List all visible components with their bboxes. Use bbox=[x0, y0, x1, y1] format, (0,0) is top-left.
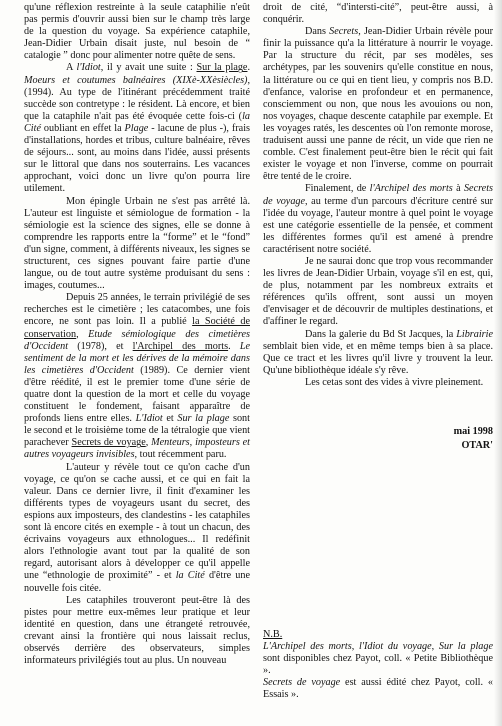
paragraph-text: Dans bbox=[305, 26, 330, 38]
paragraph-text: , il y avait une suite : bbox=[100, 62, 197, 74]
book-subtitle: Moeurs et coutumes balnéaires (XIXè-XXèsiècles) bbox=[24, 74, 248, 86]
paragraph-text: A bbox=[66, 62, 77, 74]
paragraph bbox=[263, 2, 493, 26]
paragraph-text: (1978), et bbox=[68, 340, 133, 352]
right-column bbox=[263, 2, 493, 453]
paragraph bbox=[263, 256, 493, 329]
book-title: Sur la plage bbox=[177, 413, 230, 425]
book-title: l'Archipel des morts bbox=[132, 340, 229, 352]
paragraph bbox=[263, 329, 493, 377]
book-title: l'Idiot bbox=[76, 62, 101, 74]
paragraph bbox=[24, 62, 250, 195]
publication-name: la Cité bbox=[175, 570, 205, 582]
paragraph-text: . bbox=[247, 62, 250, 74]
book-title: Secrets de voyage bbox=[263, 183, 493, 207]
paragraph-text: , Jean-Didier Urbain révèle pour finir la puissance qu'a la littérature à nourrir le voyage. Par la structure du récit, par ses modèles, ses archétypes, par les souvenirs qu'elle constitue en nous, la littérature ou ce qui en tient lieu, y compris nos B.D. d'enfance, valorise en profondeur et en permanence, consciemment ou non, que nous les avouions ou non, nos voyages, chaque descente cataphile par exemple. Et les voyages ratés, les descentes où l'on remonte morose, traduisent aussi une panne de récit, un vide que rien ne comble. C'est finalement peut-être bien le récit qui fait exister le voyage et non l'inverse, comme on pourrait être tenté de le croire. bbox=[263, 26, 493, 183]
scan-edge-shadow bbox=[494, 0, 502, 726]
book-subtitle: Etude sémiologique des cimetières d'Occident bbox=[24, 328, 251, 352]
book-title: la Société de conservation bbox=[24, 316, 250, 340]
paragraph-text: , au terme d'un parcours d'écriture centré sur l'idée du voyage, l'auteur montre à quel point le voyage est une catégorie essentielle de la pensée, et comment les différentes formes qu'il est amené à prendre caractérisent notre société. bbox=[263, 195, 493, 255]
paragraph-text: Finalement, de bbox=[305, 183, 370, 195]
footnote-text: est aussi édité chez Payot, coll. « Essais ». bbox=[263, 677, 493, 701]
footnote-line bbox=[263, 677, 493, 701]
paragraph bbox=[24, 2, 250, 62]
book-subtitle: Menteurs, imposteurs et autres voyageurs invisibles bbox=[24, 437, 251, 461]
date: mai 1998 bbox=[453, 426, 493, 437]
paragraph-text: L'auteur y révèle tout ce qu'on cache d'un voyage, ce qu'on se cache aussi, et ce qui en fait la valeur. Dans ce dernier livre, il finit d'examiner les différents types de voyageurs usant du secret, des espions aux imposteurs, des clandestins - les cataphiles sont là encore cités en exemple - à tout un chacun, des écrivains voyageurs aux ethnologues... Il redéfinit alors l'ethnologie avant tout par la qualité de son regard, autorisant alors à développer ce qu'il appelle une “ethnologie de proximité” - et bbox=[24, 461, 250, 582]
left-column bbox=[24, 2, 250, 667]
paragraph-text: à bbox=[452, 183, 464, 195]
paragraph-text: - lacune de plus -), frais d'installations, hordes et tribus, culture balnéaire, rêves de séjours... sont, au moins dans l'idée, aussi présents sur le littoral que dans nos souterrains. Les vacances approchant, voici donc un livre qu'on pourra lire utilement. bbox=[24, 122, 250, 195]
publication-name: la Cité bbox=[24, 110, 250, 134]
footnote-block bbox=[263, 629, 493, 702]
book-title: L'Idiot bbox=[135, 413, 163, 425]
book-title: Secrets de voyage bbox=[71, 437, 146, 449]
paragraph-text: Les cataphiles trouveront peut-être là des pistes pour mettre eux-mêmes leur pratique et leur identité en question, dans une étrangeté retrouvée, crevant ainsi la frontière qui nous laissait reclus, observés derrière des observateurs, simples informateurs privilégiés tout au plus. Un nouveau bbox=[24, 594, 250, 667]
paragraph-text: , bbox=[145, 437, 152, 449]
book-title: Sur la plage bbox=[438, 641, 494, 653]
signature-block bbox=[263, 425, 493, 453]
paragraph-text: sont le second et le troisième tome de la tétralogie que vient parachever bbox=[24, 413, 250, 449]
paragraph-text: , tout récemment paru. bbox=[134, 449, 227, 461]
book-title: Secrets de voyage bbox=[263, 677, 341, 689]
paragraph-text: Les cetas sont des vides à vivre pleinement. bbox=[305, 376, 484, 388]
author-signature: OTAR' bbox=[461, 440, 493, 451]
paragraph bbox=[263, 26, 493, 183]
paragraph-text: oubliant en effet la bbox=[40, 122, 125, 134]
book-title: l'Archipel des morts bbox=[369, 183, 453, 195]
paragraph bbox=[24, 595, 250, 668]
paragraph bbox=[24, 196, 250, 293]
footnote-text: , bbox=[431, 641, 439, 653]
book-title: Sur la plage bbox=[196, 62, 248, 74]
paragraph-text: , bbox=[76, 328, 89, 340]
paragraph-text: d'être une nouvelle fois citée. bbox=[24, 570, 251, 594]
book-title: Secrets bbox=[329, 26, 359, 38]
paragraph-text: droit de cité, “d'intersti-cité”, peut-être aussi, à conquérir. bbox=[263, 2, 493, 26]
paragraph bbox=[24, 292, 250, 461]
book-subtitle: Le sentiment de la mort et les dérives de la mémoire dans les cimetières d'Occident bbox=[24, 340, 251, 376]
footnote-text: , bbox=[351, 641, 359, 653]
footnote-heading: N.B. bbox=[263, 629, 283, 640]
publication-name: Librairie bbox=[456, 328, 493, 340]
paragraph-text: qu'une réflexion restreinte à la seule cataphilie n'eût pas permis d'ouvrir aussi bien sur le champ très large de la question du voyage. Sa expérience cataphile, Jean-Didier Urbain disait juste, nul besoin de “ catalogie ” donc pour alimenter notre quête de sens. bbox=[24, 2, 250, 62]
paragraph bbox=[24, 462, 250, 595]
book-title: L'Archipel des morts bbox=[263, 641, 352, 653]
paragraph-text: Je ne saurai donc que trop vous recommander les livres de Jean-Didier Urbain, voyage s'il en est, qui, de plus, notamment par les nombreux extraits et références qu'ils offrent, sont aussi un moyen d'envisager et de découvrir de multiples destinations, et d'affiner le regard. bbox=[263, 255, 493, 328]
footnote-text: sont disponibles chez Payot, coll. « Petite Bibliothèque ». bbox=[263, 653, 493, 677]
book-title: l'Idiot du voyage bbox=[358, 641, 432, 653]
paragraph-text: Mon épingle Urbain ne s'est pas arrêté là. L'auteur est linguiste et sémiologue de formation - la sémiologie est la science des signes, elle se donne à comprendre les rapports entre la “forme” et le “fond” d'un signe, comment, à différents niveaux, les signes se structurent, ces signes pouvant faire partie d'une langue, ou de tout autre système produisant du sens : images, coutumes... bbox=[24, 195, 250, 292]
paragraph-text: (1989). Ce dernier vient d'être réédité, il est le premier tome d'une série de quatre dont la question de la mort et celle du voyage constituent le fondement, faisant apparaître de profonds liens entre elles. bbox=[24, 364, 250, 425]
paragraph-text: . bbox=[228, 340, 240, 352]
paragraph-text: semblait bien vide, et en même temps bien à sa place. Que ce tract et les livres qu'il livre y trouvent la leur. Qu'une bibliothèque idéale s'y rêve. bbox=[263, 340, 493, 376]
paragraph bbox=[263, 377, 493, 389]
paragraph-text: , (1994). Au type de l'itinérant précédemment traité succède son contretype : le résident. Là encore, et bien que la cataphile n'ait pas été évoquée cette fois-ci ( bbox=[24, 74, 250, 122]
footnote-line bbox=[263, 641, 493, 677]
paragraph-text: Dans la galerie du Bd St Jacques, la bbox=[305, 328, 457, 340]
publication-name: Plage bbox=[124, 122, 149, 134]
paragraph bbox=[263, 183, 493, 256]
paragraph-text: Depuis 25 années, le terrain privilégié de ses recherches est le cimetière ; les catacombes, une fois encore, ne sont pas loin. Il a publié bbox=[24, 292, 250, 328]
paragraph-text: et bbox=[162, 413, 178, 425]
